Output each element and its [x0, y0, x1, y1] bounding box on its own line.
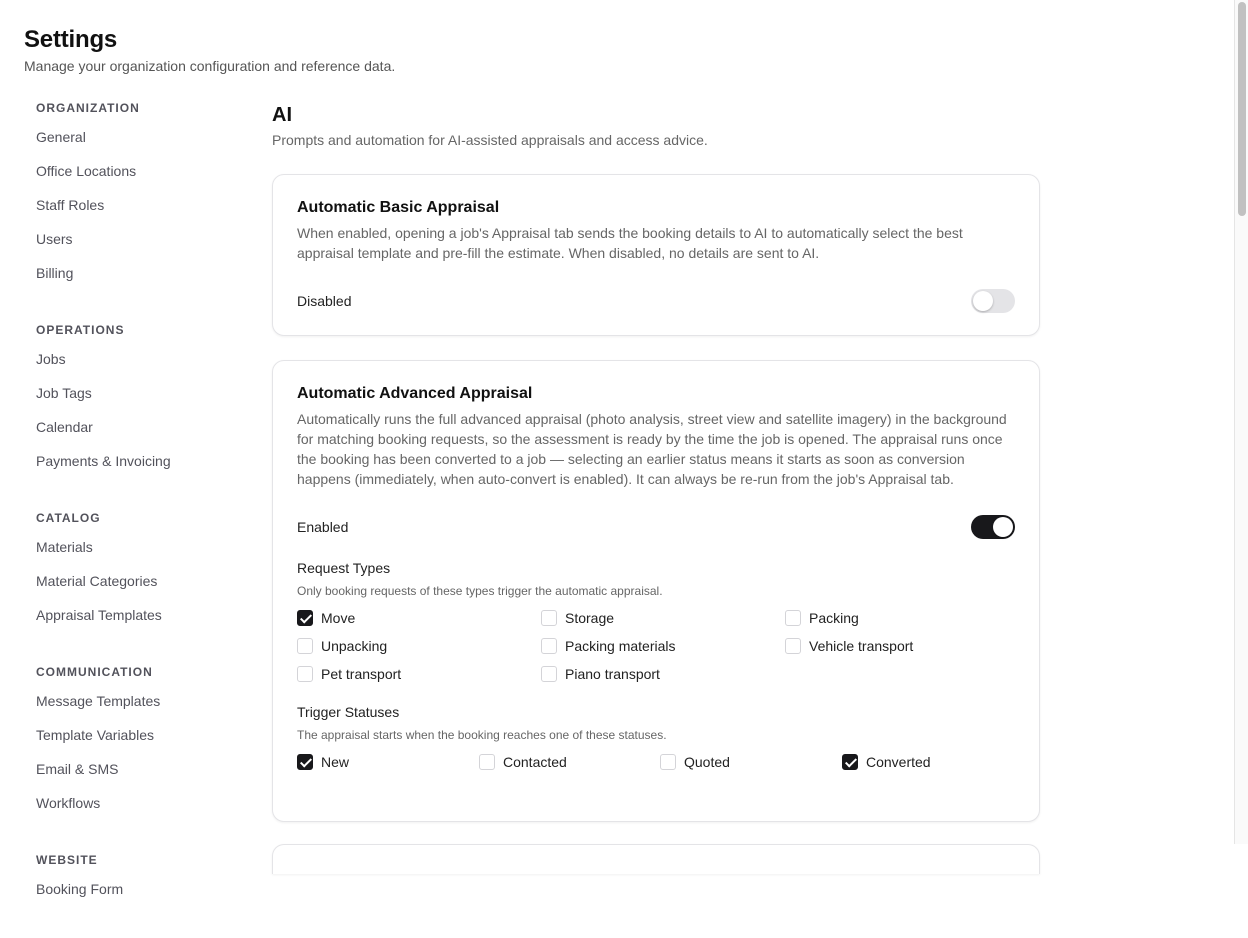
checkbox[interactable] — [297, 754, 313, 770]
request-type-option-packing-materials[interactable] — [541, 637, 785, 655]
advanced-appraisal-toggle[interactable] — [971, 515, 1015, 539]
sidebar-item-office-locations[interactable]: Office Locations — [36, 163, 137, 179]
sidebar-item-booking-form[interactable]: Booking Form — [36, 881, 124, 897]
request-type-option-storage[interactable] — [541, 609, 785, 627]
sidebar-item-jobs[interactable]: Jobs — [36, 351, 66, 367]
sidebar-item-payments-and-invoicing[interactable]: Payments & Invoicing — [36, 453, 171, 469]
sidebar-item-billing[interactable]: Billing — [36, 265, 74, 281]
request-types-title: Request Types — [297, 560, 391, 576]
basic-appraisal-status: Disabled — [297, 293, 352, 309]
toggle-knob — [993, 517, 1013, 537]
nav-group-communication — [36, 664, 236, 828]
request-types-description: Only booking requests of these types trigger the automatic appraisal. — [297, 584, 663, 598]
checkbox[interactable] — [541, 610, 557, 626]
trigger-status-option-new[interactable] — [297, 753, 479, 771]
nav-group-heading: OPERATIONS — [36, 323, 125, 337]
basic-appraisal-card — [272, 174, 1040, 336]
checkbox-label: Storage — [565, 610, 615, 626]
advanced-appraisal-status: Enabled — [297, 519, 349, 535]
advanced-appraisal-card — [272, 360, 1040, 822]
checkbox-label: Contacted — [503, 754, 567, 770]
sidebar-item-workflows[interactable]: Workflows — [36, 795, 101, 811]
ai-settings-section — [272, 102, 1040, 874]
sidebar-item-appraisal-templates[interactable]: Appraisal Templates — [36, 607, 162, 623]
page-scrollbar[interactable] — [1234, 0, 1248, 844]
checkbox-label: Move — [321, 610, 356, 626]
section-title: AI — [272, 104, 292, 126]
basic-appraisal-toggle-row — [297, 289, 1015, 313]
nav-group-catalog — [36, 510, 236, 640]
checkbox[interactable] — [479, 754, 495, 770]
trigger-statuses-description: The appraisal starts when the booking reaches one of these statuses. — [297, 728, 667, 742]
request-type-option-packing[interactable] — [785, 609, 1019, 627]
checkbox[interactable] — [541, 638, 557, 654]
checkbox-label: Piano transport — [565, 666, 660, 682]
nav-group-heading: WEBSITE — [36, 853, 98, 867]
sidebar-item-staff-roles[interactable]: Staff Roles — [36, 197, 105, 213]
trigger-statuses-grid — [297, 753, 1015, 771]
checkbox-label: New — [321, 754, 350, 770]
advanced-appraisal-toggle-row — [297, 515, 1015, 539]
page-title: Settings — [24, 26, 118, 53]
trigger-status-option-contacted[interactable] — [479, 753, 660, 771]
nav-group-heading: CATALOG — [36, 511, 101, 525]
checkbox[interactable] — [785, 638, 801, 654]
page-subtitle: Manage your organization configuration and reference data. — [24, 58, 396, 74]
section-description: Prompts and automation for AI-assisted appraisals and access advice. — [272, 132, 708, 148]
sidebar-item-materials[interactable]: Materials — [36, 539, 93, 555]
request-type-option-piano-transport[interactable] — [541, 665, 785, 683]
nav-group-heading: COMMUNICATION — [36, 665, 153, 679]
advanced-appraisal-title: Automatic Advanced Appraisal — [297, 385, 533, 402]
trigger-status-option-converted[interactable] — [842, 753, 1012, 771]
checkbox-label: Packing materials — [565, 638, 676, 654]
checkbox-label: Vehicle transport — [809, 638, 914, 654]
basic-appraisal-description: When enabled, opening a job's Appraisal tab sends the booking details to AI to automatically select the best appraisal template and pre-fill the estimate. When disabled, no details are sent to AI. — [297, 225, 963, 261]
sidebar-item-message-templates[interactable]: Message Templates — [36, 693, 161, 709]
settings-sidebar — [36, 100, 236, 938]
sidebar-item-calendar[interactable]: Calendar — [36, 419, 93, 435]
trigger-statuses-title: Trigger Statuses — [297, 704, 400, 720]
checkbox-label: Converted — [866, 754, 931, 770]
checkbox[interactable] — [785, 610, 801, 626]
checkbox[interactable] — [660, 754, 676, 770]
checkbox-label: Packing — [809, 610, 859, 626]
checkbox-label: Pet transport — [321, 666, 402, 682]
trigger-status-option-quoted[interactable] — [660, 753, 842, 771]
checkbox[interactable] — [842, 754, 858, 770]
checkbox[interactable] — [297, 666, 313, 682]
checkbox-label: Quoted — [684, 754, 730, 770]
request-type-option-vehicle-transport[interactable] — [785, 637, 1019, 655]
sidebar-item-template-variables[interactable]: Template Variables — [36, 727, 155, 743]
next-card — [272, 844, 1040, 874]
advanced-appraisal-description: Automatically runs the full advanced appraisal (photo analysis, street view and satellite imagery) in the background for matching booking requests, so the assessment is ready by the time the job is opened. The appraisal runs once the booking has been converted to a job — selecting an earlier status means it starts as soon as conversion happens (immediately, when auto-convert is enabled). It can always be re-run from the job's Appraisal tab. — [297, 411, 1007, 487]
scrollbar-thumb[interactable] — [1238, 2, 1246, 216]
sidebar-item-email-and-sms[interactable]: Email & SMS — [36, 761, 119, 777]
nav-group-website — [36, 852, 236, 914]
checkbox[interactable] — [297, 610, 313, 626]
checkbox[interactable] — [541, 666, 557, 682]
sidebar-item-general[interactable]: General — [36, 129, 86, 145]
checkbox-label: Unpacking — [321, 638, 388, 654]
sidebar-item-users[interactable]: Users — [36, 231, 73, 247]
toggle-knob — [973, 291, 993, 311]
basic-appraisal-title: Automatic Basic Appraisal — [297, 199, 500, 216]
request-type-option-pet-transport[interactable] — [297, 665, 541, 683]
nav-group-organization — [36, 100, 236, 298]
basic-appraisal-toggle[interactable] — [971, 289, 1015, 313]
sidebar-item-material-categories[interactable]: Material Categories — [36, 573, 158, 589]
request-type-option-move[interactable] — [297, 609, 541, 627]
checkbox[interactable] — [297, 638, 313, 654]
nav-group-heading: ORGANIZATION — [36, 101, 140, 115]
request-type-option-unpacking[interactable] — [297, 637, 541, 655]
sidebar-item-job-tags[interactable]: Job Tags — [36, 385, 92, 401]
nav-group-operations — [36, 322, 236, 486]
request-types-grid — [297, 609, 1015, 683]
